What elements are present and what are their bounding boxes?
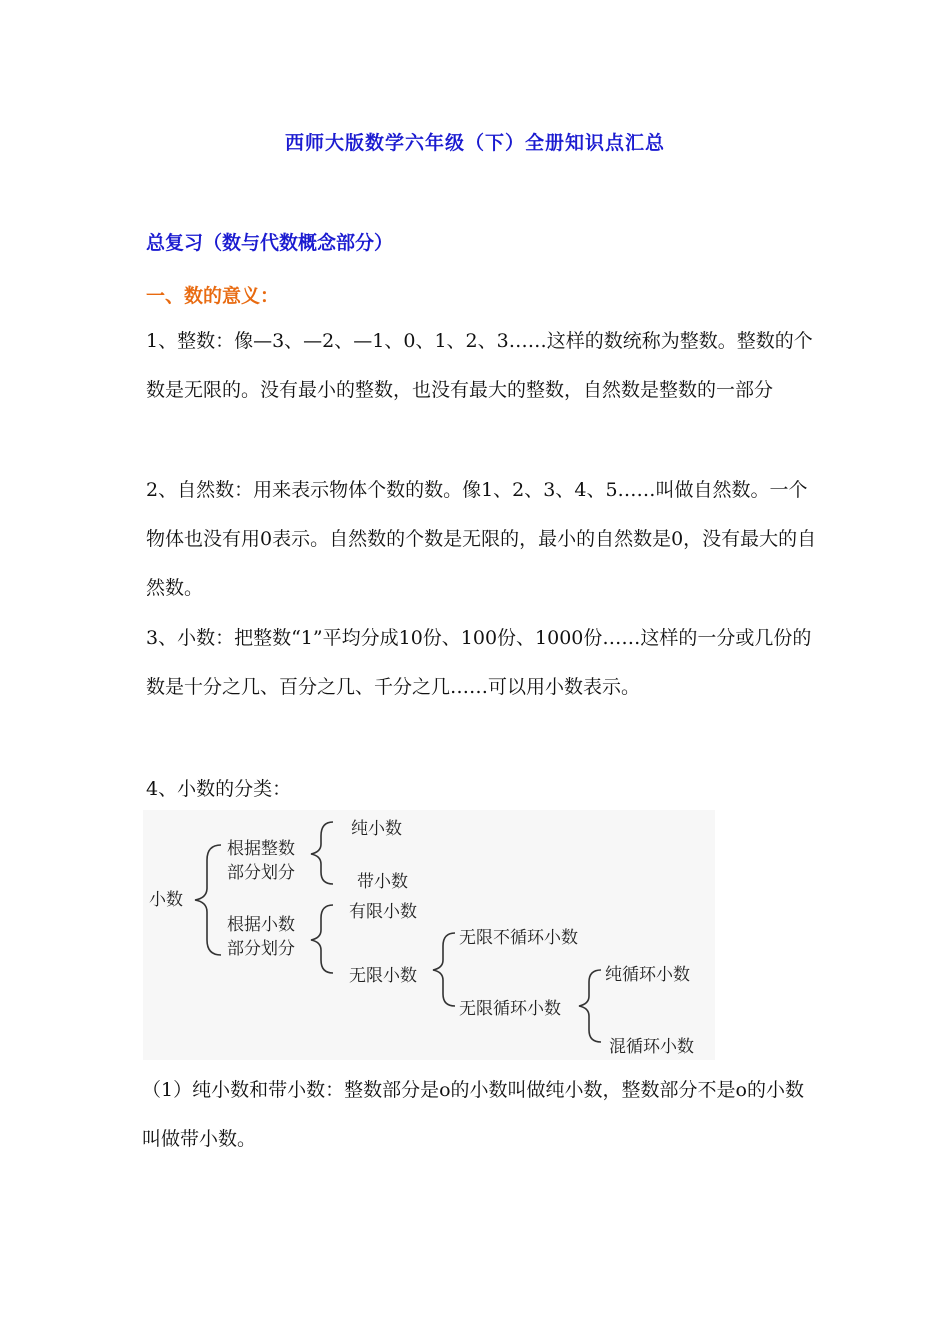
non-repeating-decimal-label: 无限不循环小数: [459, 928, 578, 948]
paragraph-natural-numbers: 2、自然数：用来表示物体个数的数。像1、2、3、4、5……叫做自然数。一个物体也没有用0表示。自然数的个数是无限的，最小的自然数是0，没有最大的自然数。: [146, 479, 817, 599]
pure-repeating-decimal-label: 纯循环小数: [605, 965, 690, 985]
branch1-brace: [311, 822, 333, 884]
infinite-decimal-label: 无限小数: [349, 966, 417, 986]
paragraph-decimals: 3、小数：把整数“1”平均分成10份、100份、1000份……这样的一分或几份的数是十分之几、百分之几、千分之几……可以用小数表示。: [146, 627, 812, 698]
paragraph-pure-and-mixed-decimals: （1）纯小数和带小数：整数部分是o的小数叫做纯小数，整数部分不是o的小数叫做带小数。: [142, 1079, 804, 1150]
mixed-repeating-decimal-label: 混循环小数: [609, 1037, 694, 1057]
subsection-heading: 一、数的意义：: [146, 285, 280, 307]
root-label: 小数: [149, 890, 183, 910]
finite-decimal-label: 有限小数: [349, 902, 417, 922]
paragraph-decimal-classification: 4、小数的分类：: [146, 778, 292, 800]
repeating-brace: [579, 970, 601, 1042]
pure-decimal-label: 纯小数: [351, 819, 402, 839]
mixed-decimal-label: 带小数: [357, 872, 408, 892]
root-brace: [195, 845, 221, 955]
repeating-decimal-label: 无限循环小数: [459, 999, 561, 1019]
section-heading: 总复习（数与代数概念部分）: [146, 232, 394, 254]
branch1-label-line1: 根据整数: [227, 839, 295, 859]
paragraph-integers: 1、整数：像—3、—2、—1、0、1、2、3……这样的数统称为整数。整数的个数是无限的。没有最小的整数，也没有最大的整数，自然数是整数的一部分: [146, 330, 813, 401]
page-title: 西师大版数学六年级（下）全册知识点汇总: [284, 132, 665, 154]
branch1-label-line2: 部分划分: [227, 863, 295, 883]
branch2-label-line1: 根据小数: [227, 915, 295, 935]
branch2-brace: [311, 905, 333, 973]
infinite-brace: [433, 933, 455, 1006]
decimal-classification-diagram: [143, 810, 715, 1060]
branch2-label-line2: 部分划分: [227, 939, 295, 959]
